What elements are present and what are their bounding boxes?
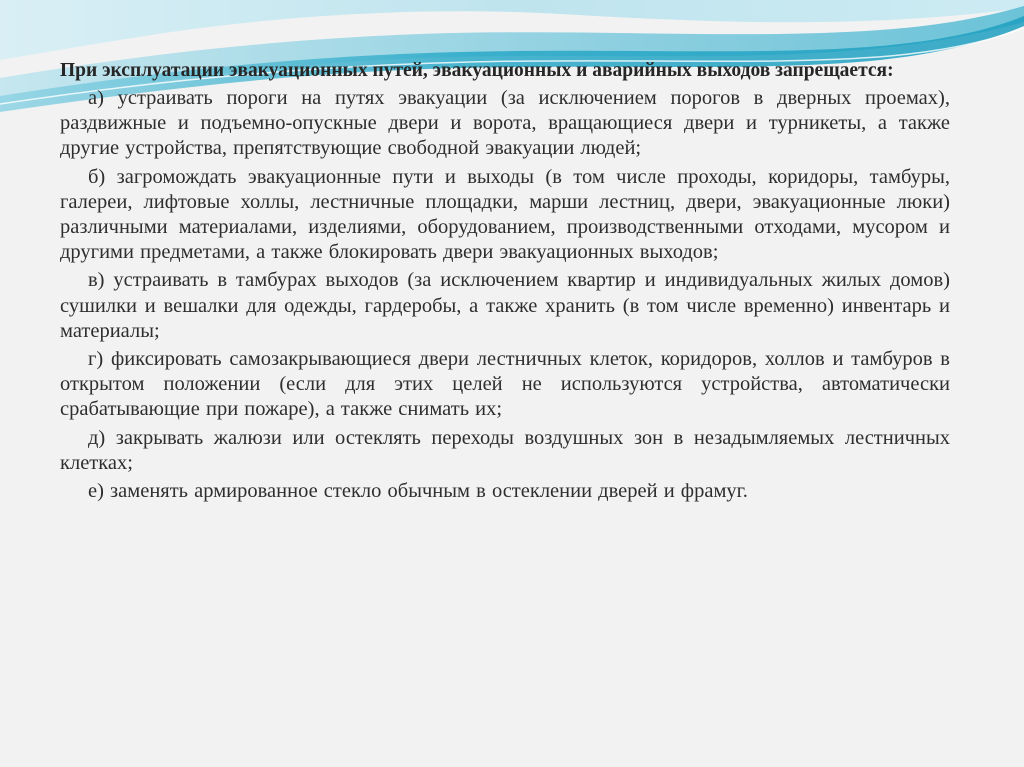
list-item-v: в) устраивать в тамбурах выходов (за исключением квартир и индивидуальных жилых домов) сушилки и вешалки для одежды, гардеробы, а также хранить (в том числе временно) инвентарь и материалы; [60,269,950,342]
list-item-e: е) заменять армированное стекло обычным в остеклении дверей и фрамуг. [88,480,748,503]
list-item-a: а) устраивать пороги на путях эвакуации (за исключением порогов в дверных проемах), раздвижные и подъемно-опускные двери и ворота, вращающиеся двери и турникеты, а также другие устройства, препятствующие свободной эвакуации людей; [60,87,950,160]
list-item-b: б) загромождать эвакуационные пути и выходы (в том числе проходы, коридоры, тамбуры, галереи, лифтовые холлы, лестничные площадки, марши лестниц, двери, эвакуационные люки) различными материалами, изделиями, оборудованием, производственными отходами, мусором и другими предметами, а также блокировать двери эвакуационных выходов; [60,165,950,264]
list-item-g: г) фиксировать самозакрывающиеся двери лестничных клеток, коридоров, холлов и тамбуров в открытом положении (если для этих целей не используются устройства, автоматически срабатывающие при пожаре), а также снимать их; [60,348,950,421]
slide-content [60,58,950,507]
slide-heading: При эксплуатации эвакуационных путей, эвакуационных и аварийных выходов запрещается: [60,60,894,81]
list-item-d: д) закрывать жалюзи или остеклять переходы воздушных зон в незадымляемых лестничных клетках; [60,426,950,474]
